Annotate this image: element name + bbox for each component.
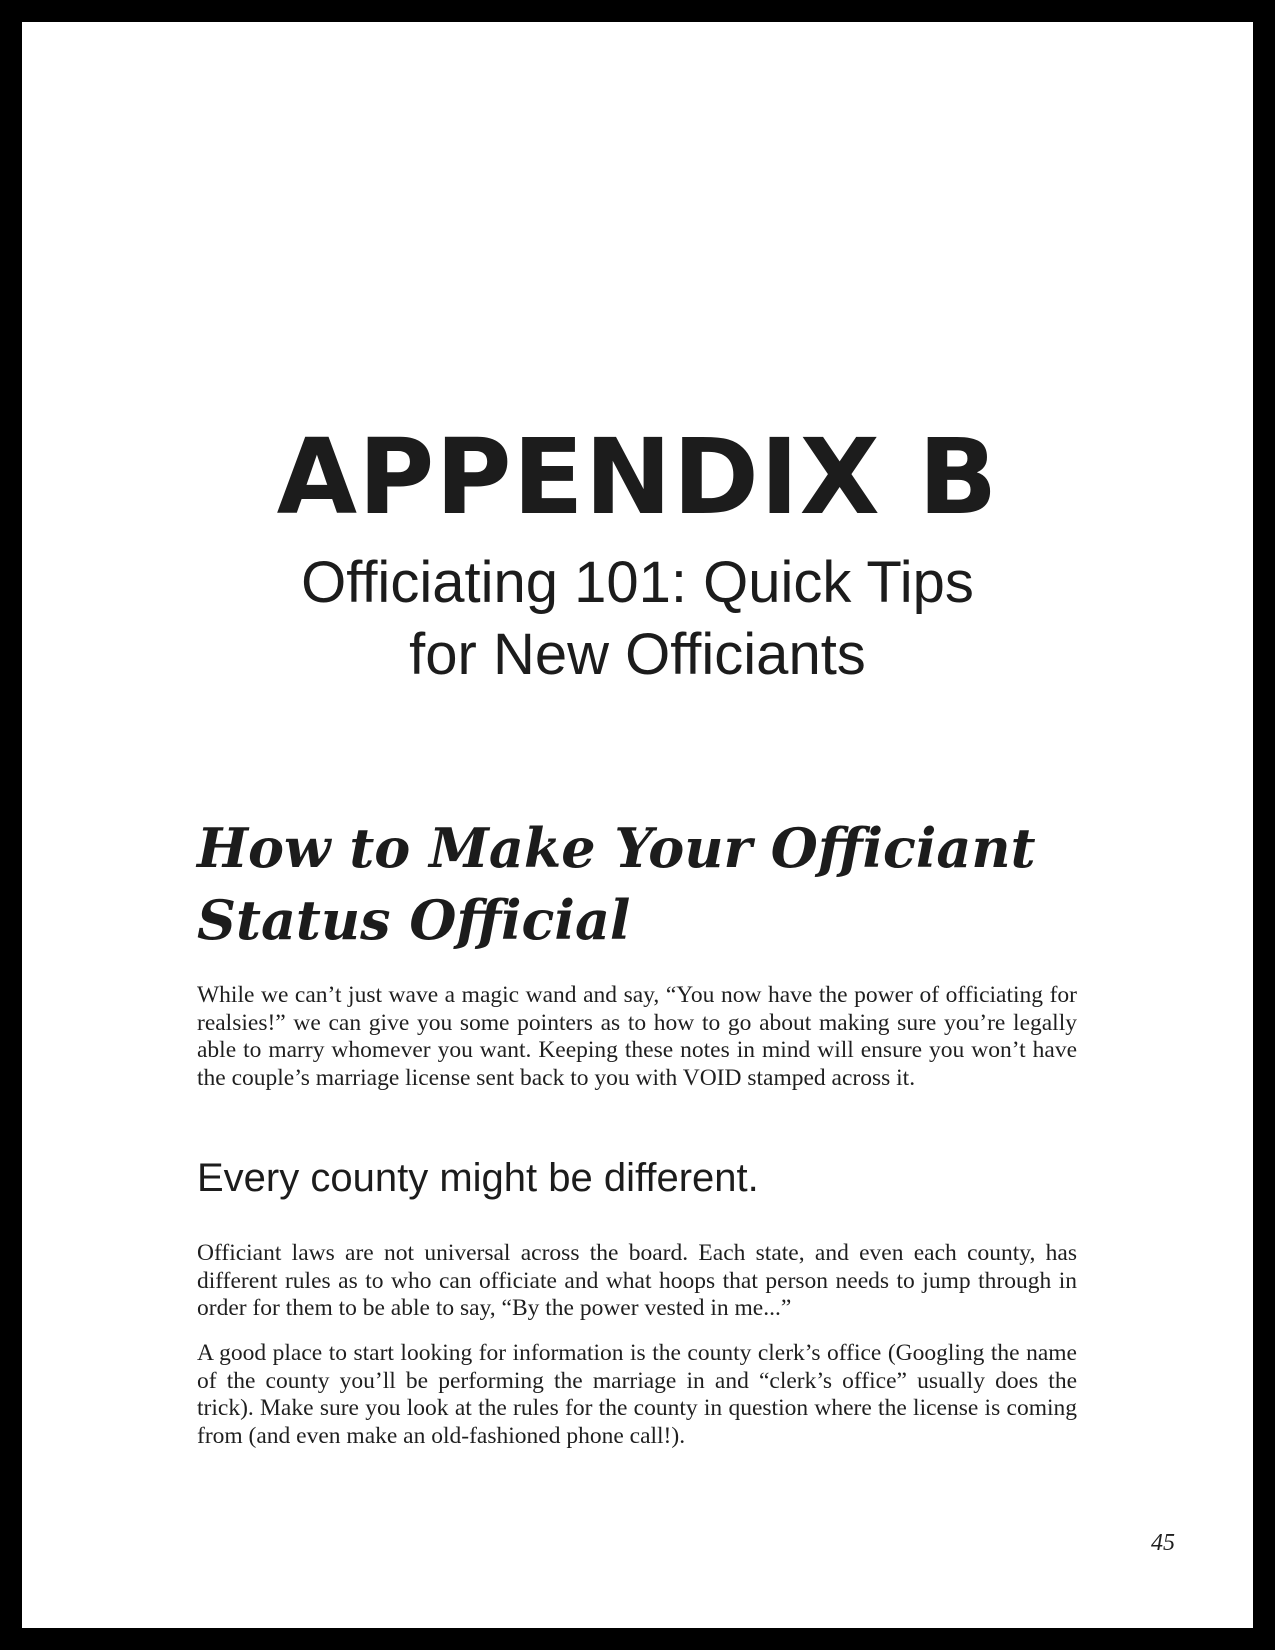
appendix-subtitle-line-1: Officiating 101: Quick Tips [301, 550, 974, 615]
appendix-subtitle [22, 547, 1253, 691]
intro-paragraph: While we can’t just wave a magic wand and say, “You now have the power of officiating for realsies!” we can give you some pointers as to how to go about making sure you’re legally able to marry whomever you want. Keeping these notes in mind will ensure you won’t have the couple’s marriage license sent back to you with VOID stamped across it. [197, 982, 1077, 1091]
section-heading-line-1: How to Make Your Officiant [197, 816, 1036, 880]
subsection-heading: Every county might be different. [197, 1156, 759, 1200]
appendix-subtitle-line-2: for New Officiants [409, 622, 866, 687]
body-paragraph: A good place to start looking for information is the county clerk’s office (Googling the name of the county you’ll be performing the marriage in and “clerk’s office” usually does the trick). Make sure you look at the rules for the county in question where the license is coming from (and even make an old-fashioned phone call!). [197, 1340, 1077, 1449]
document-page [22, 22, 1253, 1628]
page-number: 45 [1151, 1530, 1175, 1556]
appendix-title: APPENDIX B [276, 416, 999, 538]
section-heading-line-2: Status Official [197, 888, 631, 952]
section-heading [197, 812, 1097, 956]
body-paragraph: Officiant laws are not universal across the board. Each state, and even each county, has different rules as to who can officiate and what hoops that person needs to jump through in order for them to be able to say, “By the power vested in me...” [197, 1240, 1077, 1321]
